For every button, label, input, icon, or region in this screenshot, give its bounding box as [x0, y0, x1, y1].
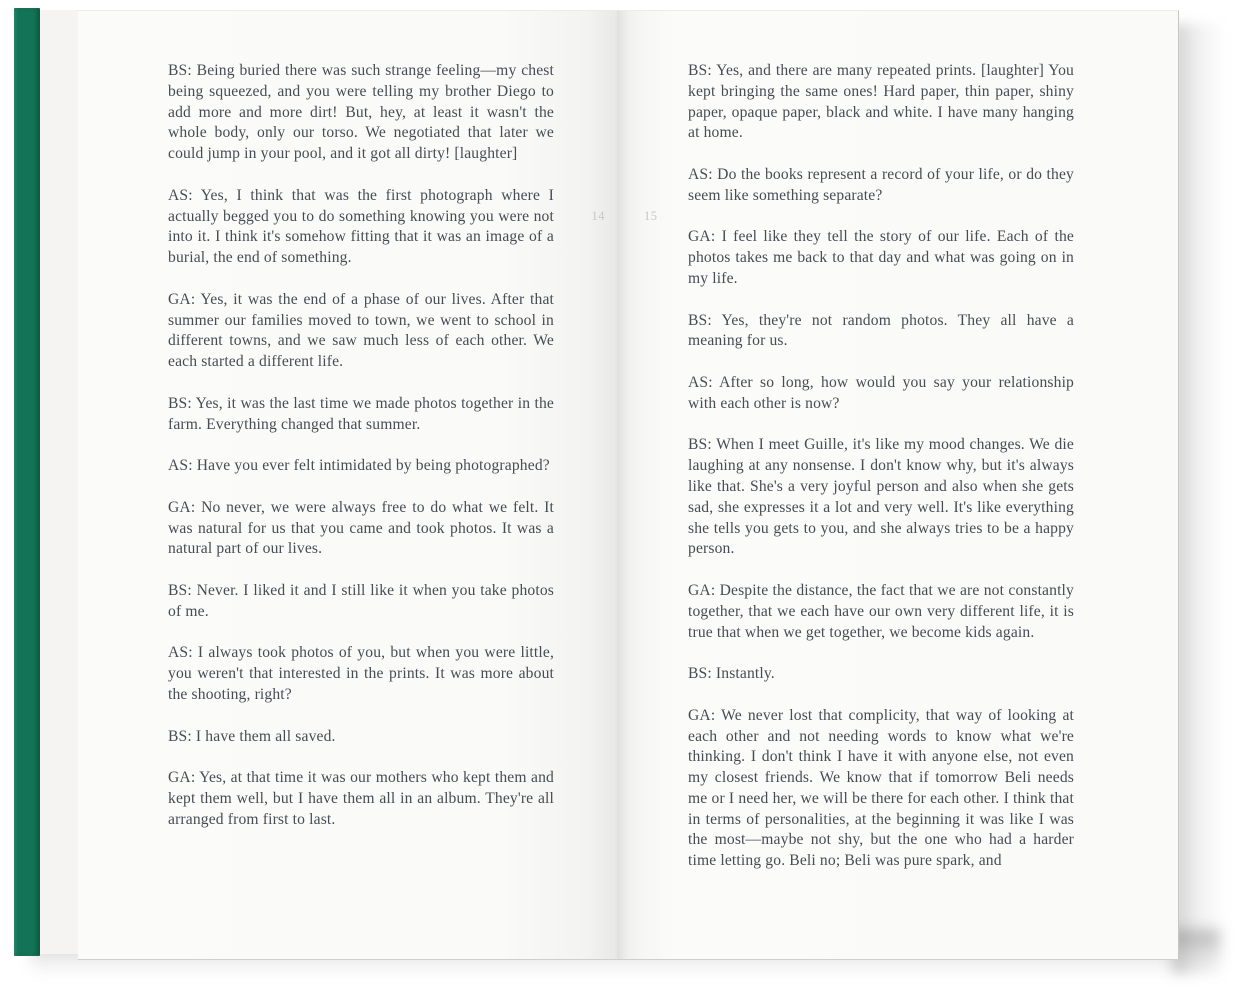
right-page-number: 15 — [644, 209, 658, 223]
dialogue-paragraph: BS: Yes, they're not random photos. They all have a meaning for us. — [688, 311, 1074, 350]
dialogue-paragraph: GA: Yes, it was the end of a phase of our lives. After that summer our families moved to town, we went to school in different towns, and we saw much less of each other. We each started a different life. — [168, 290, 554, 371]
dialogue-paragraph: BS: Never. I liked it and I still like it when you take photos of me. — [168, 581, 554, 620]
dialogue-paragraph: GA: Yes, at that time it was our mothers who kept them and kept them well, but I have them all in an album. They're all arranged from first to last. — [168, 769, 554, 828]
dialogue-paragraph: BS: When I meet Guille, it's like my mood changes. We die laughing at any nonsense. I don't know why, but it's always like that. She's a very joyful person and also when she gets sad, she expresses it a lot and very well. It's like everything she tells you gets to you, and she always tries to be a happy person. — [688, 436, 1074, 558]
left-page-text-column — [168, 61, 554, 830]
dialogue-paragraph: BS: I have them all saved. — [168, 727, 336, 745]
dialogue-paragraph: BS: Yes, it was the last time we made photos together in the farm. Everything changed that summer. — [168, 394, 554, 433]
dialogue-paragraph: BS: Yes, and there are many repeated prints. [laughter] You kept bringing the same ones! Hard paper, thin paper, shiny paper, opaque paper, black and white. I have many hanging at home. — [688, 62, 1074, 142]
dialogue-paragraph: BS: Being buried there was such strange feeling—my chest being squeezed, and you were telling my brother Diego to add more and more dirt! But, hey, at least it wasn't the whole body, only our torso. We negotiated that later we could jump in your pool, and it got all dirty! [laughter] — [168, 62, 554, 163]
dialogue-paragraph: GA: I feel like they tell the story of our life. Each of the photos takes me back to that day and what was going on in my life. — [688, 228, 1074, 287]
dialogue-paragraph: AS: Have you ever felt intimidated by being photographed? — [168, 457, 550, 475]
page-edge-stack — [40, 10, 78, 954]
dialogue-paragraph: AS: Do the books represent a record of your life, or do they seem like something separate? — [688, 165, 1074, 204]
open-pages — [78, 10, 1179, 960]
left-page — [78, 11, 619, 959]
book-drop-shadow-right — [1172, 24, 1228, 974]
dialogue-paragraph: AS: After so long, how would you say your relationship with each other is now? — [688, 373, 1074, 412]
dialogue-paragraph: GA: No never, we were always free to do what we felt. It was natural for us that you came and took photos. It was a natural part of our lives. — [168, 498, 554, 558]
dialogue-paragraph: AS: Yes, I think that was the first photograph where I actually begged you to do something knowing you were not into it. I think it's somehow fitting that it was an image of a burial, the end of something. — [168, 186, 554, 267]
dialogue-paragraph: GA: We never lost that complicity, that way of looking at each other and not needing words to know what we're thinking. I don't think I have it with anyone else, not even my closest friends. We know that if tomorrow Beli needs me or I need her, we will be there for each other. I think that in terms of personalities, at the beginning it was like I was the most—maybe not shy, but the one who had a harder time letting go. Beli no; Beli was pure spark, and — [688, 706, 1074, 870]
right-page-text-column — [688, 61, 1074, 872]
left-page-number: 14 — [591, 209, 605, 223]
right-page — [619, 11, 1178, 959]
dialogue-paragraph: GA: Despite the distance, the fact that we are not constantly together, that we each have our own very different life, it is true that when we get together, we become kids again. — [688, 581, 1074, 641]
dialogue-paragraph: AS: I always took photos of you, but when you were little, you weren't that interested in the prints. It was more about the shooting, right? — [168, 644, 554, 703]
book-spine-cloth — [14, 8, 40, 956]
dialogue-paragraph: BS: Instantly. — [688, 665, 775, 683]
